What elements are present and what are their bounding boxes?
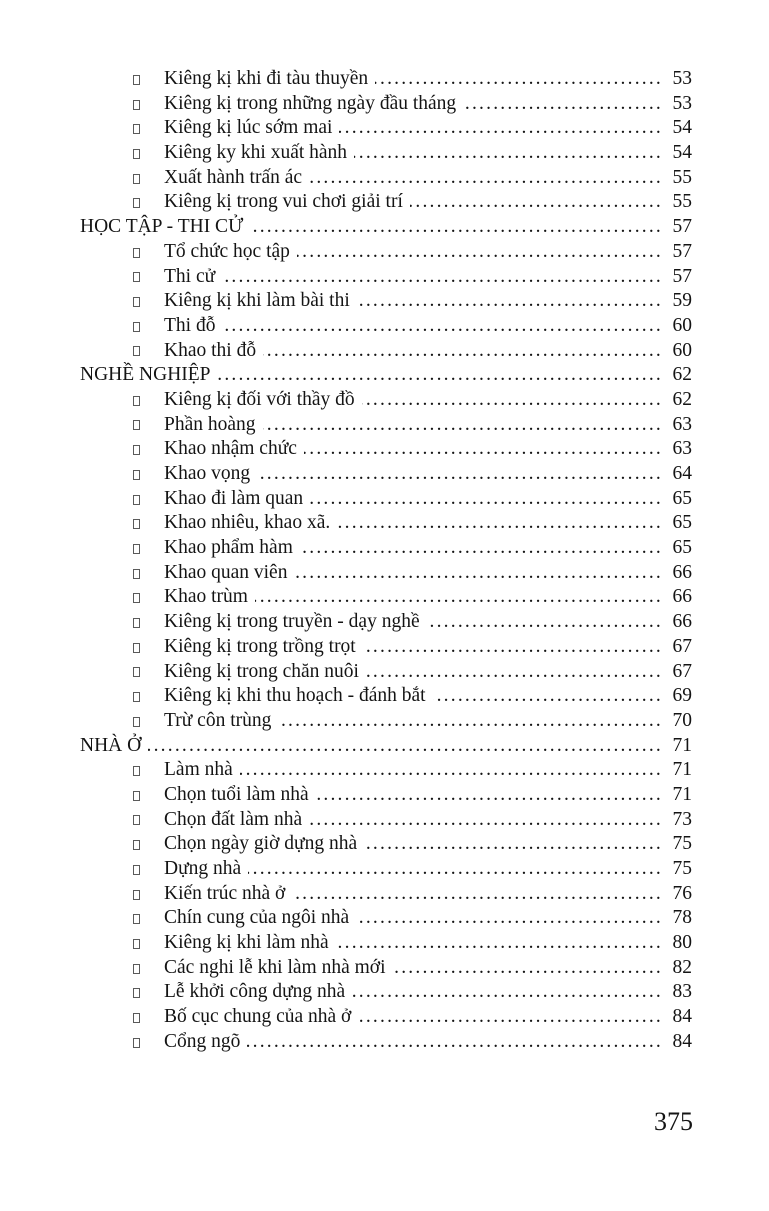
dot-leader-icon	[363, 635, 663, 660]
bullet-square-icon	[133, 322, 140, 332]
toc-entry	[80, 882, 692, 907]
toc-entry-page: 83	[672, 981, 692, 1003]
toc-entry-page: 71	[672, 759, 692, 781]
bullet-square-icon	[133, 445, 140, 455]
toc-entry-page: 54	[672, 117, 692, 139]
dot-leader-icon	[255, 585, 663, 610]
dot-leader-icon	[366, 660, 663, 685]
dot-leader-icon	[222, 265, 663, 290]
dot-leader-icon	[354, 141, 663, 166]
toc-entry-label: Cổng ngõ	[164, 1030, 241, 1052]
toc-entry	[80, 116, 692, 141]
bullet-square-icon	[133, 100, 140, 110]
toc-entry-label: Chín cung của ngôi nhà	[164, 907, 350, 929]
bullet-square-icon	[133, 988, 140, 998]
bullet-square-icon	[133, 149, 140, 159]
toc-entry	[80, 906, 692, 931]
toc-entry	[80, 734, 692, 759]
toc-entry	[80, 413, 692, 438]
bullet-square-icon	[133, 569, 140, 579]
toc-entry-label: Thi đỗ	[164, 314, 216, 336]
toc-entry-label: Kiêng kị đối với thầy đồ	[164, 388, 355, 410]
toc-entry-label: Chọn đất làm nhà	[164, 808, 303, 830]
bullet-square-icon	[133, 1013, 140, 1023]
toc-entry	[80, 215, 692, 240]
bullet-square-icon	[133, 692, 140, 702]
toc-entry-label: Kiêng kị lúc sớm mai	[164, 117, 333, 139]
toc-entry-page: 55	[672, 191, 692, 213]
toc-entry-page: 63	[672, 413, 692, 435]
toc-entry-page: 73	[672, 808, 692, 830]
toc-entry-page: 66	[672, 561, 692, 583]
toc-entry-label: Khao quan viên	[164, 561, 288, 583]
dot-leader-icon	[292, 882, 663, 907]
toc-entry-label: Dựng nhà	[164, 858, 242, 879]
dot-leader-icon	[240, 758, 663, 783]
toc-entry-label: NHÀ Ở	[80, 734, 142, 756]
toc-entry-page: 65	[672, 487, 692, 509]
toc-entry	[80, 265, 692, 290]
toc-entry-label: Kiêng kị khi làm nhà	[164, 932, 329, 954]
dot-leader-icon	[339, 116, 663, 141]
toc-entry	[80, 956, 692, 981]
toc-entry-page: 57	[672, 216, 692, 238]
toc-list	[80, 67, 692, 1055]
toc-entry-page: 76	[672, 882, 692, 904]
toc-entry	[80, 141, 692, 166]
dot-leader-icon	[433, 684, 663, 709]
bullet-square-icon	[133, 198, 140, 208]
toc-entry-label: Kiêng kị trong truyền - dạy nghề	[164, 611, 420, 633]
toc-entry-page: 62	[672, 388, 692, 410]
toc-entry	[80, 758, 692, 783]
dot-leader-icon	[364, 832, 663, 857]
toc-entry-page: 54	[672, 142, 692, 164]
toc-entry-label: Kiêng kị khi làm bài thi	[164, 290, 350, 312]
toc-entry-page: 57	[672, 240, 692, 262]
bullet-square-icon	[133, 75, 140, 85]
toc-entry-label: NGHỀ NGHIỆP	[80, 364, 211, 386]
toc-entry	[80, 832, 692, 857]
bullet-square-icon	[133, 1038, 140, 1048]
dot-leader-icon	[248, 857, 663, 882]
toc-entry-label: Xuất hành trấn ác	[164, 166, 303, 188]
dot-leader-icon	[463, 92, 663, 117]
toc-entry-label: Lễ khởi công dựng nhà	[164, 981, 346, 1003]
toc-entry	[80, 783, 692, 808]
dot-leader-icon	[336, 931, 663, 956]
bullet-square-icon	[133, 766, 140, 776]
bullet-square-icon	[133, 939, 140, 949]
toc-entry	[80, 857, 692, 882]
bullet-square-icon	[133, 124, 140, 134]
toc-entry-label: Bố cục chung của nhà ở	[164, 1006, 352, 1028]
toc-entry	[80, 67, 692, 92]
toc-entry-label: Thi cử	[164, 265, 216, 287]
toc-entry-label: Kiêng ky khi xuất hành	[164, 142, 348, 164]
toc-entry	[80, 314, 692, 339]
toc-entry	[80, 339, 692, 364]
toc-entry-page: 75	[672, 833, 692, 855]
dot-leader-icon	[362, 388, 663, 413]
dot-leader-icon	[352, 980, 663, 1005]
dot-leader-icon	[337, 511, 663, 536]
toc-entry	[80, 92, 692, 117]
toc-entry-label: Tổ chức học tập	[164, 240, 290, 262]
toc-entry-label: Làm nhà	[164, 759, 233, 781]
dot-leader-icon	[218, 363, 663, 388]
dot-leader-icon	[257, 462, 663, 487]
toc-entry-page: 75	[672, 858, 692, 879]
toc-entry-page: 55	[672, 166, 692, 188]
toc-entry	[80, 487, 692, 512]
toc-entry	[80, 610, 692, 635]
toc-entry-label: HỌC TẬP - THI CỬ	[80, 216, 244, 238]
dot-leader-icon	[410, 190, 663, 215]
bullet-square-icon	[133, 865, 140, 875]
toc-entry-label: Kiêng kị trong vui chơi giải trí	[164, 191, 403, 213]
toc-entry	[80, 808, 692, 833]
bullet-square-icon	[133, 519, 140, 529]
bullet-square-icon	[133, 643, 140, 653]
toc-entry-page: 82	[672, 956, 692, 978]
toc-entry-page: 67	[672, 660, 692, 682]
toc-entry-page: 70	[672, 709, 692, 731]
dot-leader-icon	[263, 339, 663, 364]
toc-entry	[80, 1005, 692, 1030]
toc-entry-label: Phần hoàng	[164, 413, 256, 435]
bullet-square-icon	[133, 815, 140, 825]
toc-entry-label: Kiêng kị trong chăn nuôi	[164, 660, 359, 682]
toc-entry	[80, 437, 692, 462]
toc-entry	[80, 561, 692, 586]
bullet-square-icon	[133, 470, 140, 480]
toc-entry-page: 53	[672, 68, 692, 89]
toc-entry-label: Các nghi lễ khi làm nhà mới	[164, 956, 386, 978]
bullet-square-icon	[133, 890, 140, 900]
dot-leader-icon	[278, 709, 663, 734]
toc-entry	[80, 462, 692, 487]
toc-entry-page: 71	[672, 783, 692, 805]
toc-entry	[80, 635, 692, 660]
toc-entry-page: 84	[672, 1006, 692, 1028]
toc-entry-page: 64	[672, 463, 692, 484]
toc-entry-page: 69	[672, 685, 692, 707]
bullet-square-icon	[133, 717, 140, 727]
dot-leader-icon	[316, 783, 663, 808]
toc-entry-label: Khao trùm	[164, 586, 248, 608]
dot-leader-icon	[309, 808, 663, 833]
dot-leader-icon	[393, 956, 663, 981]
dot-leader-icon	[300, 536, 663, 561]
bullet-square-icon	[133, 272, 140, 282]
toc-entry-label: Khao nhậm chức	[164, 438, 297, 460]
dot-leader-icon	[356, 906, 663, 931]
toc-entry	[80, 363, 692, 388]
toc-entry-page: 67	[672, 635, 692, 657]
bullet-square-icon	[133, 964, 140, 974]
toc-entry-label: Khao vọng	[164, 463, 251, 484]
toc-entry-page: 65	[672, 537, 692, 559]
toc-entry-page: 60	[672, 339, 692, 361]
bullet-square-icon	[133, 396, 140, 406]
toc-entry	[80, 536, 692, 561]
toc-entry-page: 80	[672, 932, 692, 954]
dot-leader-icon	[310, 487, 663, 512]
dot-leader-icon	[222, 314, 663, 339]
toc-entry-page: 65	[672, 512, 692, 534]
dot-leader-icon	[250, 215, 663, 240]
toc-entry-label: Chọn ngày giờ dựng nhà	[164, 833, 358, 855]
toc-entry-page: 53	[672, 92, 692, 114]
toc-entry	[80, 511, 692, 536]
toc-entry	[80, 931, 692, 956]
toc-entry-label: Trừ côn trùng	[164, 709, 272, 731]
toc-entry-page: 66	[672, 586, 692, 608]
toc-entry-page: 84	[672, 1030, 692, 1052]
toc-entry-label: Kiến trúc nhà ở	[164, 882, 286, 904]
toc-entry-page: 78	[672, 907, 692, 929]
dot-leader-icon	[427, 610, 663, 635]
bullet-square-icon	[133, 593, 140, 603]
dot-leader-icon	[357, 289, 663, 314]
dot-leader-icon	[263, 413, 663, 438]
bullet-square-icon	[133, 297, 140, 307]
toc-entry	[80, 1030, 692, 1055]
dot-leader-icon	[358, 1005, 663, 1030]
toc-entry-page: 66	[672, 611, 692, 633]
bullet-square-icon	[133, 618, 140, 628]
dot-leader-icon	[247, 1030, 663, 1055]
dot-leader-icon	[294, 561, 663, 586]
toc-entry-page: 57	[672, 265, 692, 287]
toc-entry-label: Kiêng kị khi đi tàu thuyền	[164, 68, 369, 89]
toc-entry-label: Kiêng kị trong trồng trọt	[164, 635, 356, 657]
toc-entry-page: 71	[672, 734, 692, 756]
bullet-square-icon	[133, 174, 140, 184]
toc-entry-label: Kiêng kị khi thu hoạch - đánh bắt	[164, 685, 426, 707]
toc-entry-label: Khao nhiêu, khao xã.	[164, 512, 331, 534]
toc-entry	[80, 709, 692, 734]
dot-leader-icon	[309, 166, 663, 191]
toc-entry	[80, 684, 692, 709]
toc-entry	[80, 660, 692, 685]
dot-leader-icon	[297, 240, 663, 265]
bullet-square-icon	[133, 248, 140, 258]
toc-entry	[80, 190, 692, 215]
bullet-square-icon	[133, 914, 140, 924]
toc-entry-label: Kiêng kị trong những ngày đầu tháng	[164, 92, 457, 114]
bullet-square-icon	[133, 420, 140, 430]
toc-entry-label: Chọn tuổi làm nhà	[164, 783, 309, 805]
toc-entry-label: Khao đi làm quan	[164, 487, 304, 509]
toc-entry-page: 60	[672, 314, 692, 336]
bullet-square-icon	[133, 667, 140, 677]
toc-entry	[80, 166, 692, 191]
dot-leader-icon	[304, 437, 663, 462]
bullet-square-icon	[133, 346, 140, 356]
toc-entry-label: Khao phẩm hàm	[164, 537, 293, 559]
bullet-square-icon	[133, 495, 140, 505]
toc-entry-label: Khao thi đỗ	[164, 339, 257, 361]
toc-entry-page: 63	[672, 438, 692, 460]
toc-entry	[80, 585, 692, 610]
toc-entry-page: 59	[672, 290, 692, 312]
toc-entry	[80, 388, 692, 413]
toc-entry-page: 62	[672, 364, 692, 386]
toc-entry	[80, 240, 692, 265]
footer-page-number: 375	[654, 1107, 693, 1136]
toc-entry	[80, 289, 692, 314]
bullet-square-icon	[133, 544, 140, 554]
dot-leader-icon	[375, 67, 663, 92]
toc-entry	[80, 980, 692, 1005]
bullet-square-icon	[133, 840, 140, 850]
dot-leader-icon	[148, 734, 663, 759]
bullet-square-icon	[133, 791, 140, 801]
